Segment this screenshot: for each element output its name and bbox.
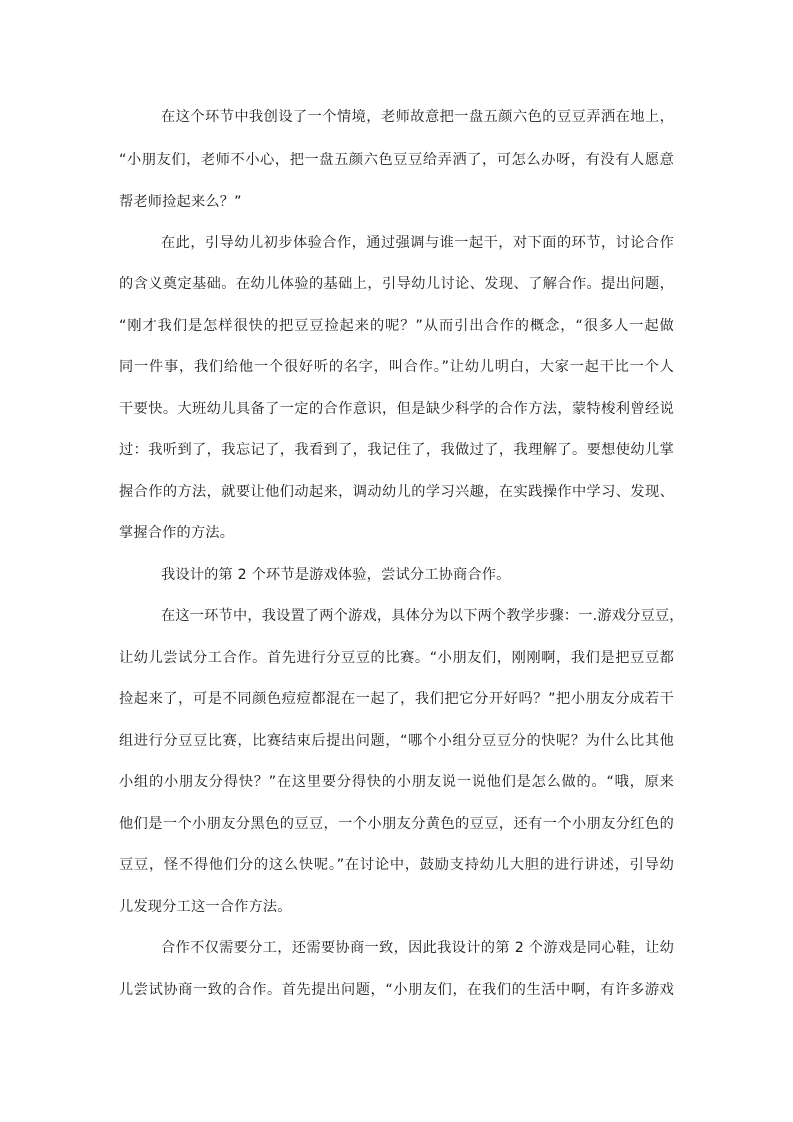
paragraph-4-line-3: 捡起来了，可是不同颜色痘痘都混在一起了，我们把它分开好吗？”把小朋友分成若干 (119, 691, 674, 707)
paragraph-1-line-3: 帮老师捡起来么？” (119, 194, 242, 210)
paragraph-2-line-5: 干要快。大班幼儿具备了一定的合作意识，但是缺少科学的合作方法，蒙特梭利曾经说 (119, 401, 674, 417)
paragraph-2-line-2: 的含义奠定基础。在幼儿体验的基础上，引导幼儿讨论、发现、了解合作。提出问题， (119, 276, 674, 292)
paragraph-2-line-8: 掌握合作的方法。 (119, 525, 235, 541)
paragraph-4-line-1: 在这一环节中，我设置了两个游戏，具体分为以下两个教学步骤：一.游戏分豆豆， (161, 608, 684, 624)
paragraph-1-line-2: “小朋友们，老师不小心，把一盘五颜六色豆豆给弄洒了，可怎么办呀，有没有人愿意 (119, 152, 674, 168)
paragraph-5-line-2: 儿尝试协商一致的合作。首先提出问题，“小朋友们，在我们的生活中啊，有许多游戏 (119, 982, 674, 998)
paragraph-2-line-7: 握合作的方法，就要让他们动起来，调动幼儿的学习兴趣，在实践操作中学习、发现、 (119, 484, 674, 500)
paragraph-2-line-1: 在此，引导幼儿初步体验合作，通过强调与谁一起干，对下面的环节，讨论合作 (161, 235, 674, 251)
paragraph-1-line-1: 在这个环节中我创设了一个情境，老师故意把一盘五颜六色的豆豆弄洒在地上， (161, 109, 674, 125)
paragraph-4-line-2: 让幼儿尝试分工合作。首先进行分豆豆的比赛。“小朋友们，刚刚啊，我们是把豆豆都 (119, 650, 674, 666)
paragraph-4-line-7: 豆豆，怪不得他们分的这么快呢。”在讨论中，鼓励支持幼儿大胆的进行讲述，引导幼 (119, 857, 674, 873)
paragraph-5-line-1: 合作不仅需要分工，还需要协商一致，因此我设计的第 2 个游戏是同心鞋，让幼 (161, 940, 674, 956)
paragraph-4-line-5: 小组的小朋友分得快？”在这里要分得快的小朋友说一说他们是怎么做的。“哦，原来 (119, 774, 674, 790)
paragraph-2-line-6: 过：我听到了，我忘记了，我看到了，我记住了，我做过了，我理解了。要想使幼儿掌 (119, 442, 674, 458)
paragraph-2-line-3: “刚才我们是怎样很快的把豆豆捡起来的呢？”从而引出合作的概念，“很多人一起做 (119, 318, 674, 334)
paragraph-4-line-6: 他们是一个小朋友分黑色的豆豆，一个小朋友分黄色的豆豆，还有一个小朋友分红色的 (119, 816, 674, 832)
paragraph-2-line-4: 同一件事，我们给他一个很好听的名字，叫合作。”让幼儿明白，大家一起干比一个人 (119, 359, 674, 375)
paragraph-4-line-8: 儿发现分工这一合作方法。 (119, 899, 292, 915)
paragraph-4-line-4: 组进行分豆豆比赛，比赛结束后提出问题，“哪个小组分豆豆分的快呢？为什么比其他 (119, 733, 674, 749)
paragraph-3-line-1: 我设计的第 2 个环节是游戏体验，尝试分工协商合作。 (161, 567, 511, 583)
